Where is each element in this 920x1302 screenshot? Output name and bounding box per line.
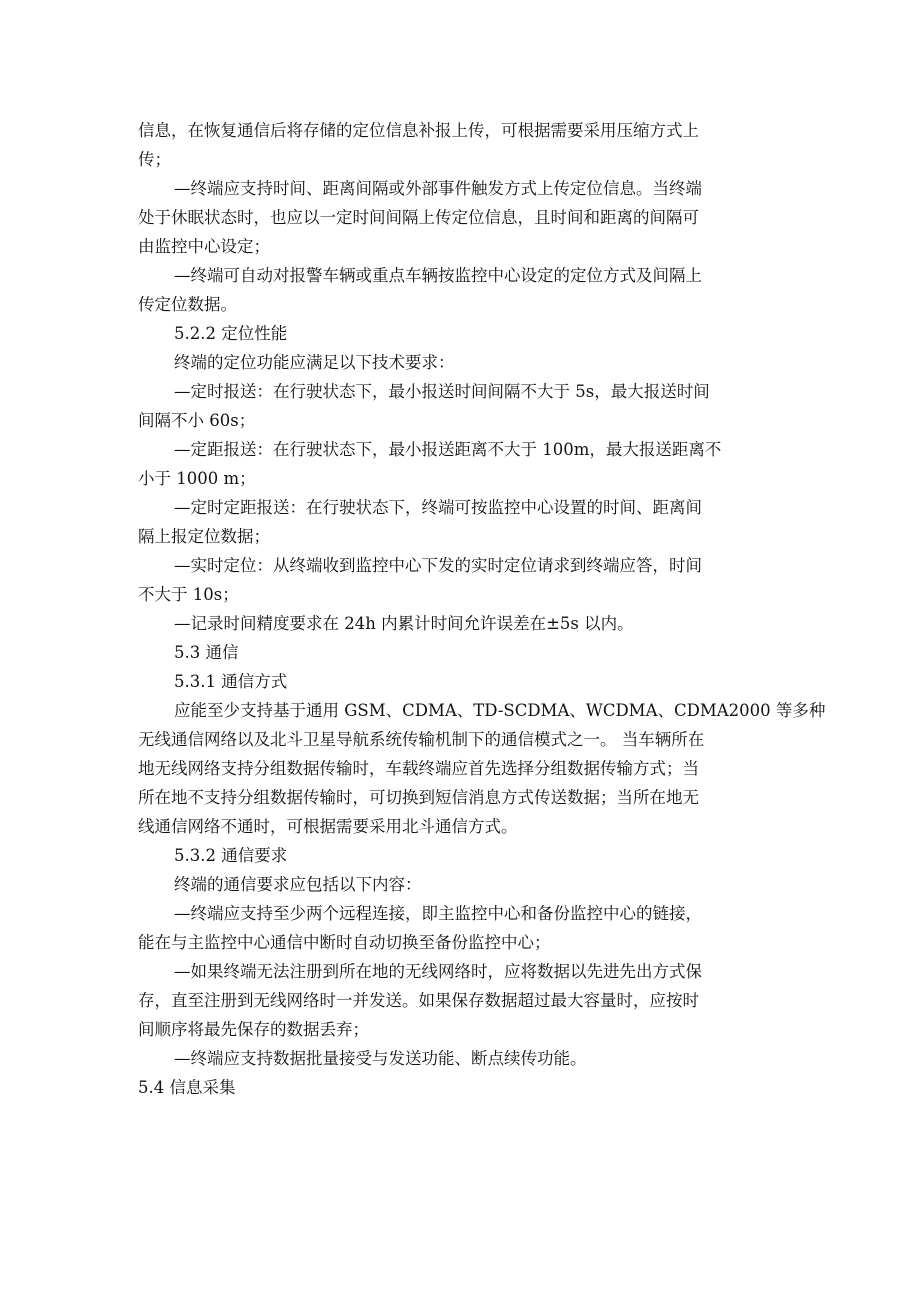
- text-line: —如果终端无法注册到所在地的无线网络时，应将数据以先进先出方式保: [174, 962, 702, 981]
- text-line: —实时定位：从终端收到监控中心下发的实时定位请求到终端应答，时间: [174, 556, 702, 575]
- text-line: —终端应支持至少两个远程连接，即主监控中心和备份监控中心的链接，: [174, 904, 702, 923]
- text-line: 隔上报定位数据；: [138, 527, 270, 546]
- text-line: 不大于 10s；: [138, 585, 239, 604]
- text-line: 线通信网络不通时，可根据需要采用北斗通信方式。: [138, 817, 518, 836]
- text-line: —终端应支持时间、距离间隔或外部事件触发方式上传定位信息。当终端: [174, 179, 702, 198]
- text-line: 应能至少支持基于通用 GSM、CDMA、TD-SCDMA、WCDMA、CDMA2000 等多种: [174, 701, 826, 720]
- text-line: —定距报送：在行驶状态下，最小报送距离不大于 100m，最大报送距离不: [174, 440, 722, 459]
- section-heading-5-3-1: 5.3.1 通信方式: [174, 672, 288, 691]
- text-line: 由监控中心设定；: [138, 237, 270, 256]
- text-line: 存，直至注册到无线网络时一并发送。如果保存数据超过最大容量时，应按时: [138, 991, 699, 1010]
- text-line: 间顺序将最先保存的数据丢弃；: [138, 1020, 369, 1039]
- text-line: 所在地不支持分组数据传输时，可切换到短信消息方式传送数据；当所在地无: [138, 788, 699, 807]
- text-line: 终端的通信要求应包括以下内容：: [174, 875, 422, 894]
- section-heading-5-3-2: 5.3.2 通信要求: [174, 846, 288, 865]
- text-line: 终端的定位功能应满足以下技术要求：: [174, 353, 455, 372]
- text-line: 地无线网络支持分组数据传输时，车载终端应首先选择分组数据传输方式；当: [138, 759, 699, 778]
- text-line: 小于 1000 m；: [138, 469, 256, 488]
- text-line: 间隔不小 60s；: [138, 411, 256, 430]
- text-line: —记录时间精度要求在 24h 内累计时间允许误差在±5s 以内。: [174, 614, 634, 633]
- section-heading-5-2-2: 5.2.2 定位性能: [174, 324, 288, 343]
- text-line: 处于休眠状态时，也应以一定时间间隔上传定位信息，且时间和距离的间隔可: [138, 208, 699, 227]
- text-line: 传；: [138, 150, 171, 169]
- text-line: 信息，在恢复通信后将存储的定位信息补报上传，可根据需要采用压缩方式上: [138, 121, 699, 140]
- text-line: —终端可自动对报警车辆或重点车辆按监控中心设定的定位方式及间隔上: [174, 266, 702, 285]
- section-heading-5-3: 5.3 通信: [174, 643, 239, 662]
- text-line: —终端应支持数据批量接受与发送功能、断点续传功能。: [174, 1049, 587, 1068]
- document-page: [138, 116, 826, 1102]
- text-line: 无线通信网络以及北斗卫星导航系统传输机制下的通信模式之一。 当车辆所在: [138, 730, 705, 749]
- text-line: 能在与主监控中心通信中断时自动切换至备份监控中心；: [138, 933, 551, 952]
- text-line: 传定位数据。: [138, 295, 237, 314]
- section-heading-5-4: 5.4 信息采集: [138, 1078, 236, 1097]
- text-line: —定时定距报送：在行驶状态下，终端可按监控中心设置的时间、距离间: [174, 498, 702, 517]
- text-line: —定时报送：在行驶状态下，最小报送时间间隔不大于 5s，最大报送时间: [174, 382, 710, 401]
